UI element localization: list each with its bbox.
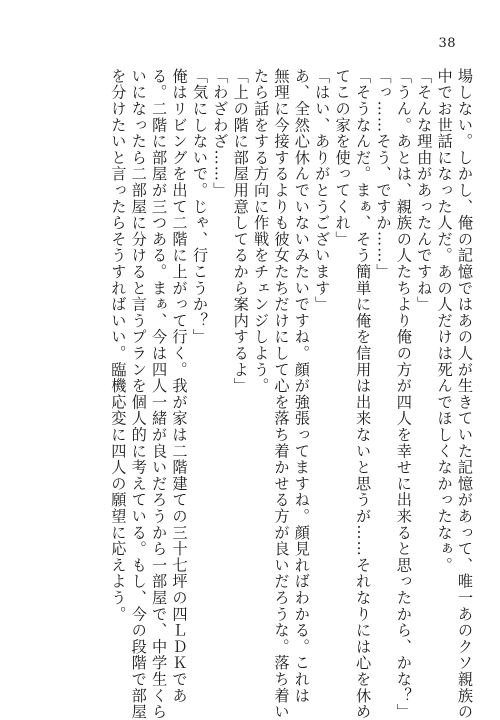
text-line: あ、全然心休んでいないみたいですね。顔が強張ってますね。顔見ればわかる。これは — [292, 68, 311, 704]
text-line: 場しない。しかし、俺の記憶ではあの人が生きていた記憶があって、唯一あのクソ親族の — [456, 68, 474, 720]
text-line: 中でお世話になった人だ。あの人だけは死んでほしくなかったなぁ。 — [435, 68, 454, 574]
text-line: てこの家を使ってくれ」 — [333, 68, 352, 248]
page-number: 38 — [438, 36, 456, 51]
text-line: 俺はリビングを出て二階に上がって行く。我が家は二階建ての三十七坪の四ＬＤＫであ — [170, 68, 189, 704]
vertical-text-block — [26, 68, 474, 720]
text-line: 「うん。あとは、親族の人たちより俺の方が四人を幸せに出来ると思ったから、かな？」 — [394, 68, 413, 720]
text-line: 「そんな理由があったんですね」 — [415, 68, 434, 313]
text-line: 「っ……そう、ですか……」 — [374, 68, 393, 280]
text-line: る。二階に部屋が三つある。まぁ、今は四人一緒が良いだろうから一部屋で、中学生くら — [150, 68, 169, 720]
text-line: 「わざわざ……」 — [211, 68, 230, 199]
text-line: 「上の階に部屋用意してるから案内するよ」 — [231, 68, 250, 394]
text-line: を分けたいと言ったらそうすればいい。臨機応変に四人の願望に応えよう。 — [109, 68, 128, 623]
text-line: いになったら二部屋に分けると言うプランを個人的に考えている。もし、今の段階で部屋 — [129, 68, 148, 720]
text-line: 「気にしないで。じゃ、行こうか？」 — [190, 68, 209, 346]
text-line: 「はい、ありがとうございます」 — [313, 68, 332, 313]
text-line: 「そうなんだ。まぁ、そう簡単に俺を信用は出来ないと思うが……それなりには心を休め — [354, 68, 373, 720]
text-line: 無理に今接するよりも彼女たちだけにして心を落ち着かせる方が良いだろうな。落ち着い — [272, 68, 291, 720]
text-line: たら話をする方向に作戦をチェンジしよう。 — [252, 68, 271, 394]
